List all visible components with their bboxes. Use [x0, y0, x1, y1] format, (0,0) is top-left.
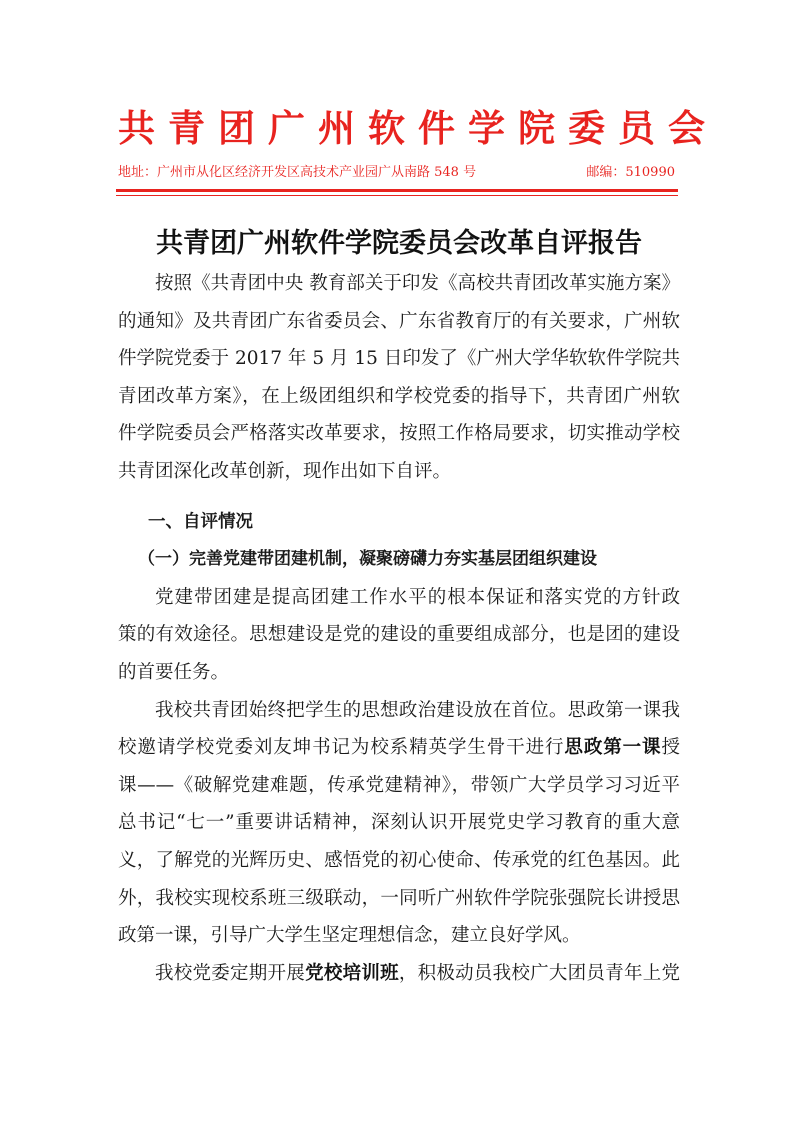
- text-run: 我校党委定期开展: [155, 962, 306, 984]
- paragraph-line: 我校共青团始终把学生的思想政治建设放在首位。思政第一课我: [155, 699, 680, 721]
- bold-keyword: 党校培训班: [305, 962, 399, 984]
- intro-line: 共青团深化改革创新，现作出如下自评。: [118, 460, 452, 482]
- paragraph-line: 外，我校实现校系班三级联动，一同听广州软件学院张强院长讲授思: [118, 887, 680, 909]
- paragraph-line: 策的有效途径。思想建设是党的建设的重要组成部分，也是团的建设: [118, 624, 680, 646]
- intro-line: 件学院党委于 2017 年 5 月 15 日印发了《广州大学华软软件学院共: [118, 348, 680, 370]
- letterhead-divider-thick: [116, 189, 678, 192]
- bold-keyword: 思政第一课: [564, 737, 662, 759]
- letterhead-org-name: 共青团广州软件学院委员会: [118, 106, 718, 150]
- section-heading: 一、自评情况: [148, 511, 253, 532]
- paragraph-line: 的首要任务。: [118, 661, 230, 683]
- letterhead-divider-thin: [116, 195, 678, 196]
- paragraph-line: [118, 955, 680, 993]
- paragraph-line: 课——《破解党建难题，传承党建精神》，带领广大学员学习习近平: [118, 774, 680, 796]
- intro-line: 的通知》及共青团广东省委员会、广东省教育厅的有关要求，广州软: [118, 310, 680, 332]
- paragraph-line: 总书记“七一”重要讲话精神，深刻认识开展党史学习教育的重大意: [118, 812, 680, 834]
- text-run: ，积极动员我校广大团员青年上党: [398, 962, 680, 984]
- document-body: [118, 265, 680, 992]
- intro-line: 件学院委员会严格落实改革要求，按照工作格局要求，切实推动学校: [118, 423, 680, 445]
- paragraph-line: 义，了解党的光辉历史、感悟党的初心使命、传承党的红色基因。此: [118, 849, 680, 871]
- subsection-heading: （一）完善党建带团建机制，凝聚磅礴力夯实基层团组织建设: [138, 549, 597, 570]
- letterhead-postcode: 邮编：510990: [586, 165, 675, 180]
- paragraph-line: 党建带团建是提高团建工作水平的根本保证和落实党的方针政: [155, 586, 680, 608]
- intro-line: 青团改革方案》，在上级团组织和学校党委的指导下，共青团广州软: [118, 385, 680, 407]
- text-run: 校邀请学校党委刘友坤书记为校系精英学生骨干进行: [118, 737, 565, 759]
- letterhead-address: 地址：广州市从化区经济开发区高技术产业园广从南路 548 号: [118, 165, 477, 180]
- paragraph-line: 政第一课，引导广大学生坚定理想信念，建立良好学风。: [118, 925, 581, 947]
- text-run: 授: [661, 737, 680, 759]
- document-title: 共青团广州软件学院委员会改革自评报告: [156, 228, 642, 259]
- intro-line: 按照《共青团中央 教育部关于印发《高校共青团改革实施方案》: [155, 273, 680, 294]
- paragraph-line: [118, 729, 680, 767]
